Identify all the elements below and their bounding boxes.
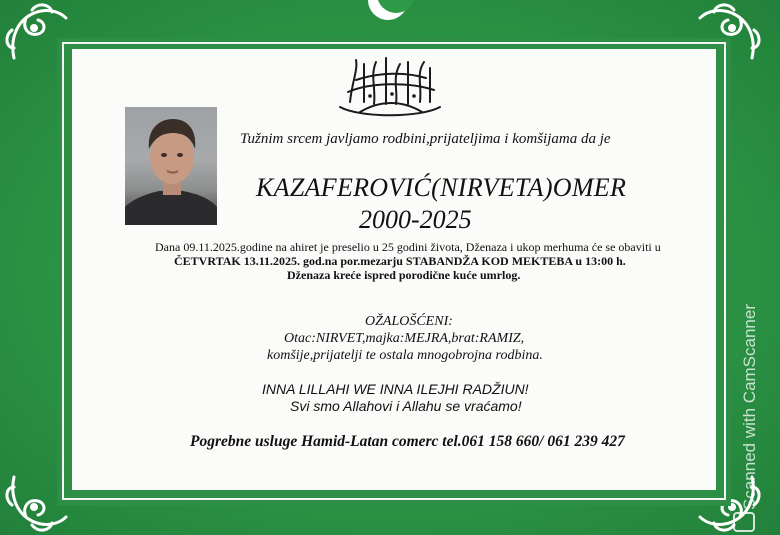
- crescent-star-icon: [366, 0, 422, 28]
- deceased-photo: [125, 107, 217, 225]
- intro-text: Tužnim srcem javljamo rodbini,prijateljima i komšijama da je: [240, 131, 611, 147]
- camscanner-logo-icon: [733, 512, 755, 532]
- prayer-line-2: Svi smo Allahovi i Allahu se vraćamo!: [290, 398, 522, 414]
- portrait-image: [125, 107, 217, 225]
- details-line-1: Dana 09.11.2025.godine na ahiret je preselio u 25 godini života, Dženaza i ukop merhuma će se obaviti u: [155, 240, 661, 254]
- funeral-services-contact: Pogrebne usluge Hamid-Latan comerc tel.061 158 660/ 061 239 427: [190, 433, 625, 450]
- mourners-heading: OŽALOŠĆENI:: [365, 314, 453, 329]
- arabic-calligraphy-icon: [330, 52, 450, 122]
- details-line-3: Dženaza kreće ispred porodične kuće umrlog.: [287, 268, 521, 282]
- camscanner-watermark: Scanned with CamScanner: [740, 303, 759, 510]
- details-line-2: ČETVRTAK 13.11.2025. god.na por.mezarju STABANDŽA KOD MEKTEBA u 13:00 h.: [174, 254, 626, 268]
- mourners-others: komšije,prijatelji te ostala mnogobrojna rodbina.: [267, 348, 543, 363]
- life-years: 2000-2025: [359, 205, 472, 234]
- prayer-line-1: INNA LILLAHI WE INNA ILEJHI RADŽIUN!: [262, 381, 529, 397]
- mourners-family: Otac:NIRVET,majka:MEJRA,brat:RAMIZ,: [284, 331, 525, 346]
- deceased-name: KAZAFEROVIĆ(NIRVETA)OMER: [256, 173, 627, 202]
